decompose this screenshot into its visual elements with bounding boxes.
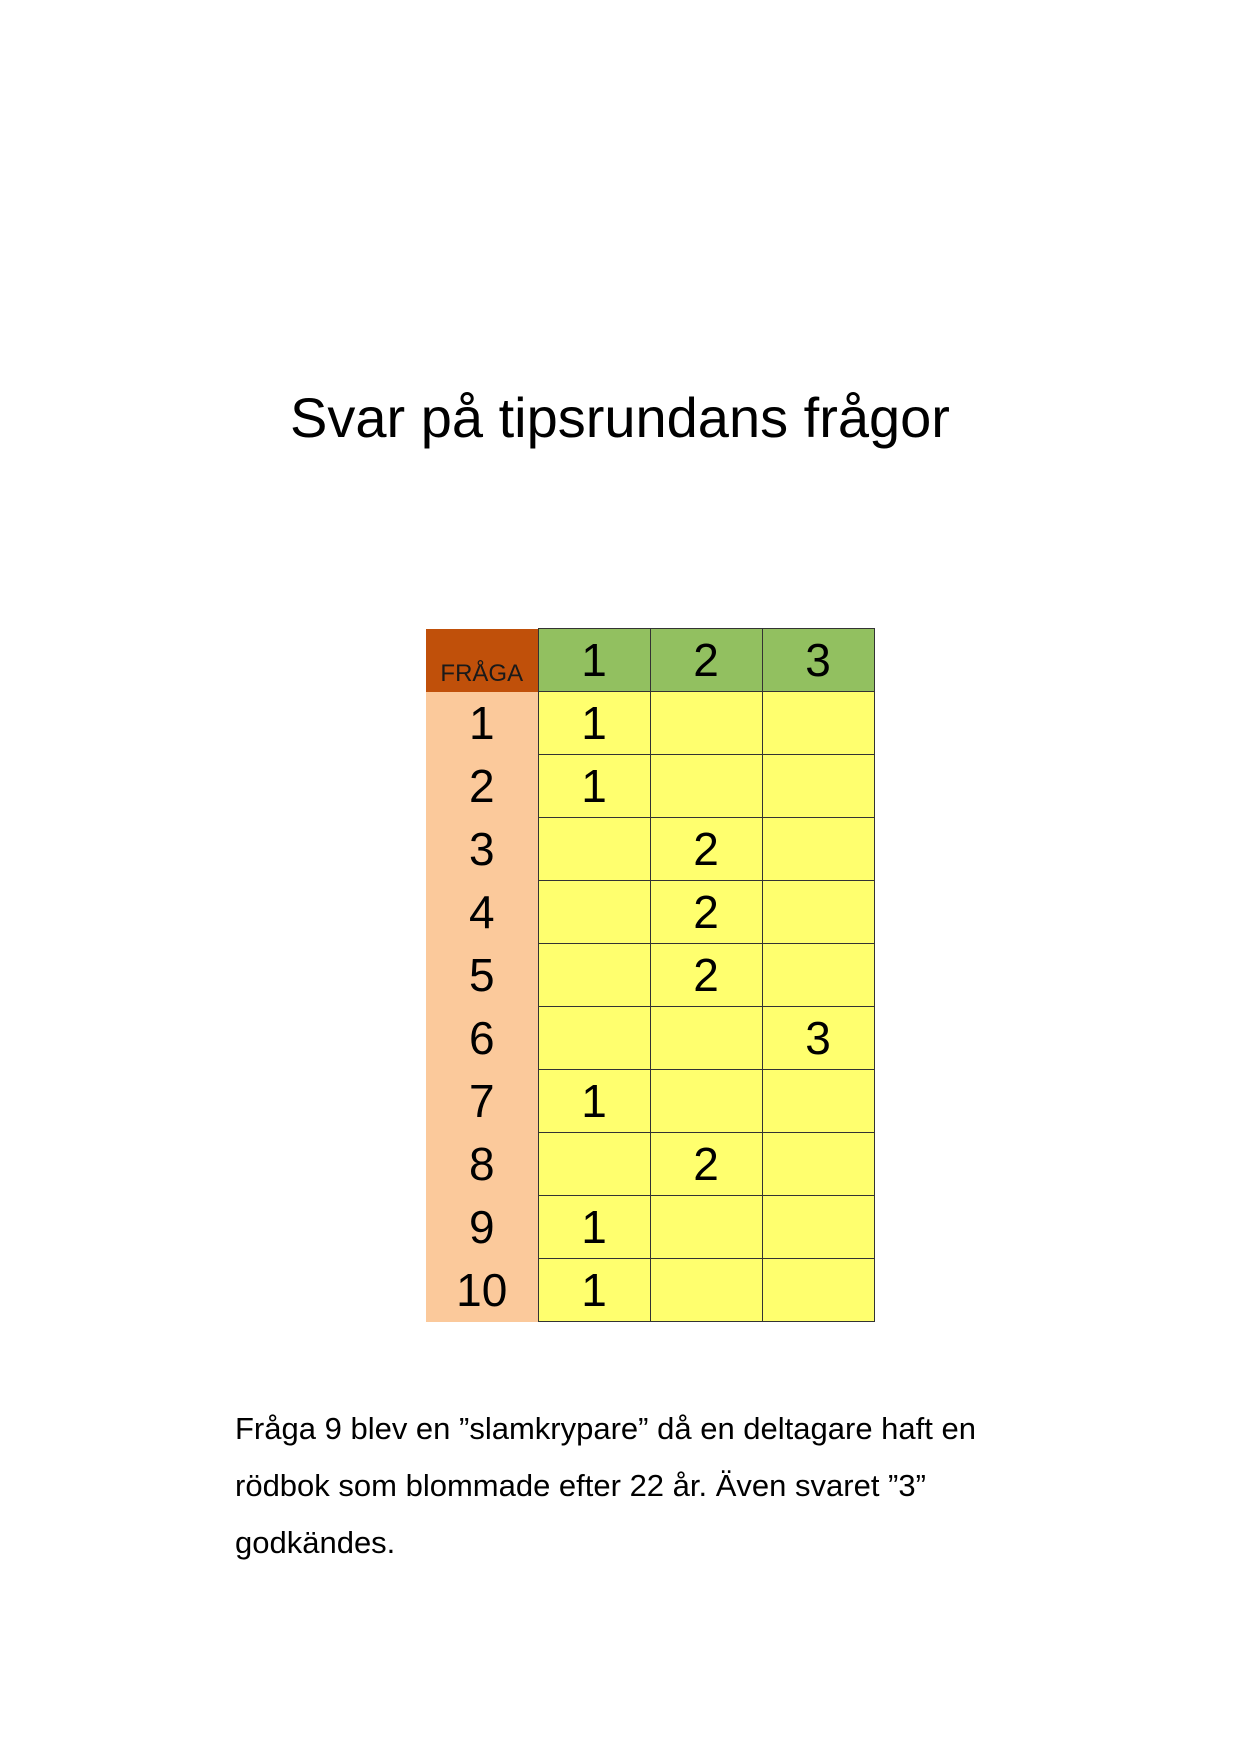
answer-cell: 2 [650,818,762,881]
answer-cell [650,1259,762,1322]
header-question: FRÅGA [426,629,538,692]
table-row [426,881,874,944]
question-number: 4 [426,881,538,944]
answer-cell [762,818,874,881]
answer-cell [650,1007,762,1070]
header-option-3: 3 [762,629,874,692]
answer-cell: 2 [650,944,762,1007]
answer-cell [762,692,874,755]
answer-cell [650,1070,762,1133]
table-row [426,1133,874,1196]
answer-cell [538,1133,650,1196]
answer-cell [762,881,874,944]
answer-cell [762,944,874,1007]
answer-cell [650,755,762,818]
answer-cell: 1 [538,1070,650,1133]
answer-cell: 2 [650,1133,762,1196]
table-row [426,1196,874,1259]
question-number: 5 [426,944,538,1007]
question-number: 8 [426,1133,538,1196]
question-number: 6 [426,1007,538,1070]
answer-cell: 1 [538,1259,650,1322]
question-number: 3 [426,818,538,881]
header-option-1: 1 [538,629,650,692]
answer-cell [650,1196,762,1259]
answer-cell: 2 [650,881,762,944]
question-number: 2 [426,755,538,818]
table-row [426,1259,874,1322]
question-number: 10 [426,1259,538,1322]
table-row [426,692,874,755]
answer-cell [762,1133,874,1196]
table-row [426,818,874,881]
answer-cell [538,944,650,1007]
answer-cell [538,1007,650,1070]
answer-cell [650,692,762,755]
table-header-row [426,629,874,692]
answer-cell [762,755,874,818]
answer-cell: 3 [762,1007,874,1070]
question-number: 7 [426,1070,538,1133]
table-row [426,755,874,818]
page-title: Svar på tipsrundans frågor [290,386,950,449]
question-number: 1 [426,692,538,755]
answer-table [426,628,875,1322]
answer-cell [762,1070,874,1133]
answer-cell: 1 [538,1196,650,1259]
answer-cell [762,1196,874,1259]
table-row [426,1070,874,1133]
answer-cell [538,818,650,881]
table-row [426,944,874,1007]
answer-cell [762,1259,874,1322]
header-option-2: 2 [650,629,762,692]
table-row [426,1007,874,1070]
answer-cell [538,881,650,944]
question-number: 9 [426,1196,538,1259]
answer-cell: 1 [538,692,650,755]
footnote-paragraph: Fråga 9 blev en ”slamkrypare” då en deltagare haft en rödbok som blommade efter 22 år. Även svaret ”3” godkändes. [235,1411,976,1560]
answer-cell: 1 [538,755,650,818]
